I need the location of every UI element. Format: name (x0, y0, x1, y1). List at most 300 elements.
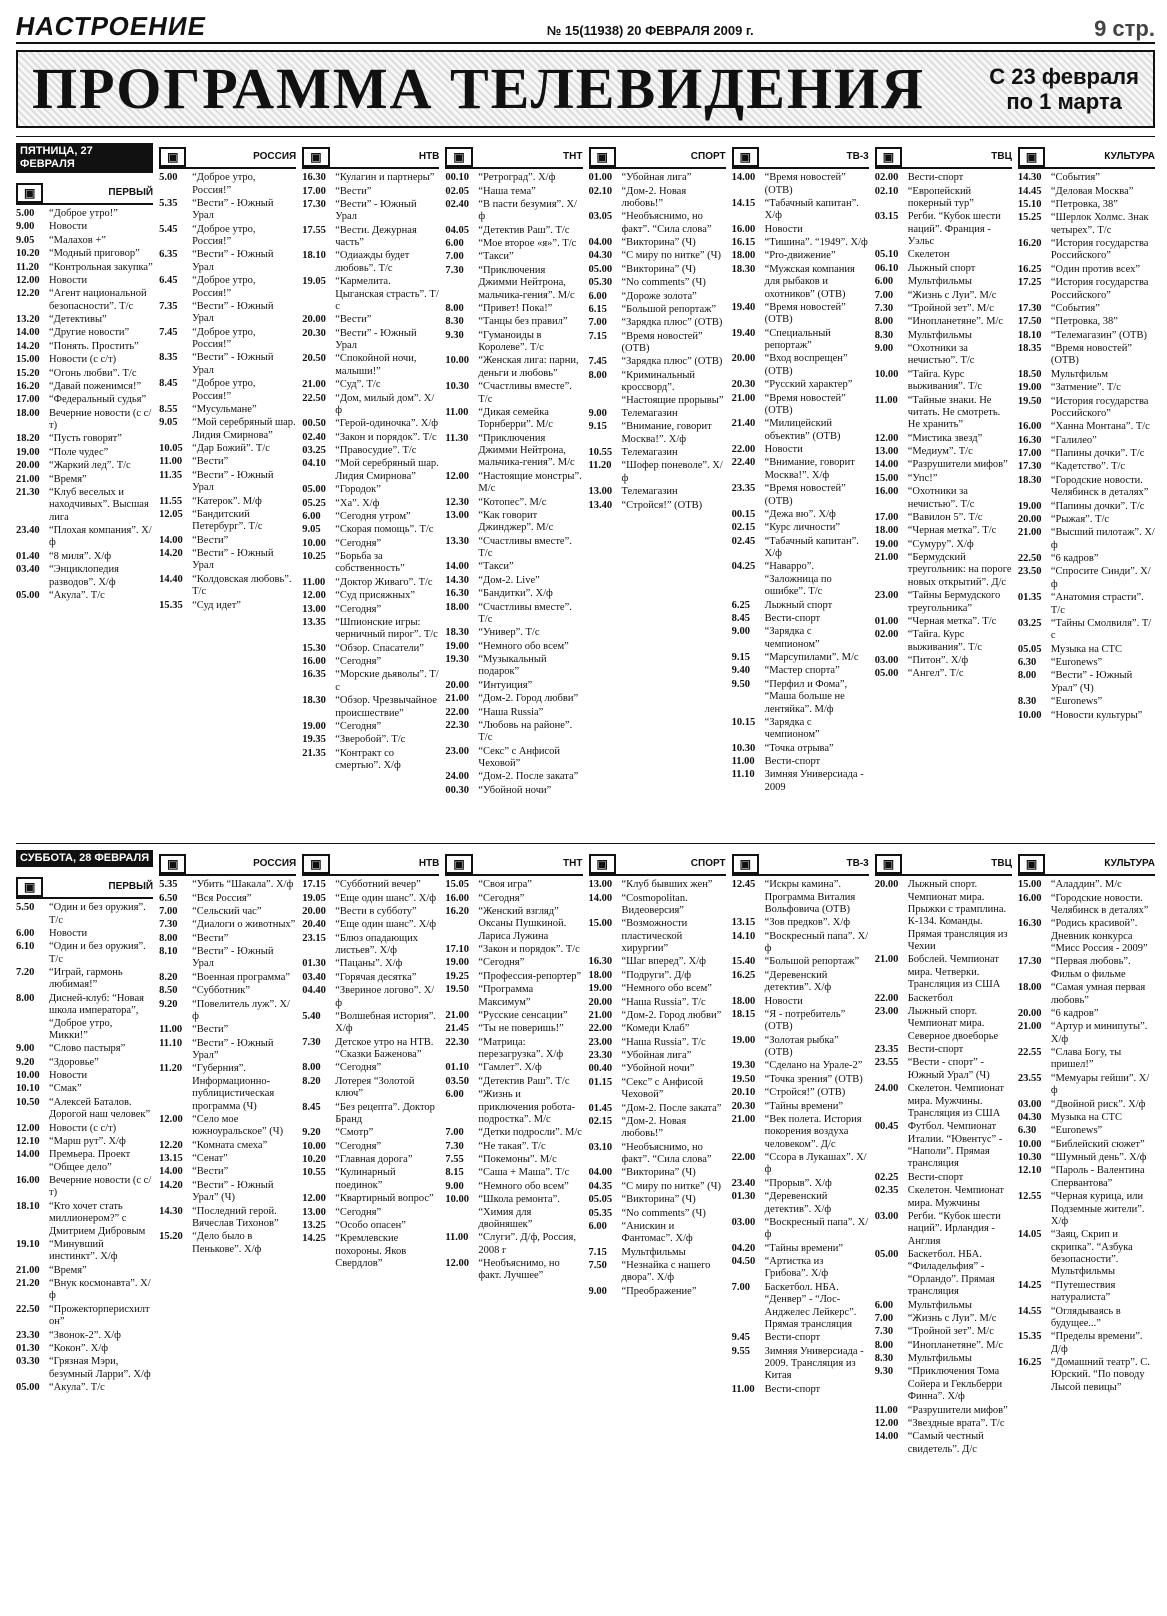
schedule-column (875, 143, 1012, 833)
program-item (159, 906, 296, 918)
program-title: “Здоровье” (49, 1056, 99, 1068)
program-time: 22.00 (445, 706, 469, 718)
program-title: “Вести” - Южный Урал (192, 249, 274, 273)
program-item (732, 1217, 869, 1242)
program-item (445, 251, 582, 263)
program-item (16, 381, 153, 393)
program-time: 10.30 (1017, 1152, 1042, 1164)
program-title: “Инопланетяне”. М/с (907, 1339, 1004, 1351)
program-item (445, 1089, 582, 1126)
program-time: 21.00 (16, 473, 40, 485)
program-title: Лыжный спорт. Чемпионат мира. Прыжки с трамплина. К-134. Команды. Прямая трансляция из Чехии (907, 879, 1008, 953)
program-time: 19.00 (588, 983, 613, 995)
program-time: 5.45 (159, 223, 178, 235)
program-time: 11.00 (302, 576, 326, 588)
program-title: “Папины дочки”. Т/с (1050, 448, 1145, 460)
program-time: 11.55 (159, 495, 183, 507)
program-title: “Убойной ночи” (478, 784, 552, 796)
program-time: 21.00 (445, 1009, 469, 1021)
program-item (16, 941, 153, 966)
program-time: 06.10 (874, 262, 899, 274)
program-item (732, 1152, 869, 1177)
program-time: 9.00 (731, 626, 750, 638)
program-title: “Тайные знаки. Не читать. Не смотреть. Не хранить” (907, 394, 1001, 431)
program-title: “Шпионские игры: черничный пирог”. Т/с (335, 616, 438, 641)
channel-logo-icon: ▣ (302, 147, 329, 167)
program-item (875, 512, 1012, 524)
program-item (732, 1101, 869, 1113)
channel-header (732, 854, 869, 876)
program-time: 6.50 (159, 892, 178, 904)
program-item (732, 418, 869, 443)
friday-schedule (16, 136, 1155, 833)
program-item (16, 1382, 153, 1394)
program-time: 13.20 (16, 314, 40, 326)
program-time: 20.00 (1017, 1007, 1042, 1019)
program-title: “Время новостей” (ОТВ) (764, 483, 846, 507)
program-item (732, 353, 869, 378)
program-title: Вести-спорт (764, 1383, 821, 1395)
program-item (16, 1278, 153, 1303)
program-title: “Катерок”. М/ф (192, 495, 262, 507)
program-time: 9.15 (588, 421, 607, 433)
program-item (732, 1282, 869, 1332)
program-item (445, 879, 582, 891)
program-title: “Дороже золота” (621, 290, 697, 302)
program-title: “Пацаны”. Х/ф (335, 958, 403, 970)
program-time: 9.45 (731, 1332, 750, 1344)
program-title: “Сегодня” (335, 1206, 382, 1218)
program-title: Телемагазин (621, 447, 678, 459)
program-item (1018, 527, 1155, 552)
program-title: “Шофер поневоле”. Х/ф (621, 460, 723, 484)
page-title: ПРОГРАММА ТЕЛЕВИДЕНИЯ (32, 56, 925, 121)
program-title: “Дом-2. Город любви” (621, 1009, 722, 1021)
program-title: “Заяц, Скрип и скрипка”. “Азбука безопасности”. Мультфильмы (1050, 1229, 1133, 1278)
program-title: “Наварро”. “Заложница по ошибке”. Т/с (764, 561, 832, 598)
program-title: “Женский взгляд” Оксаны Пушкиной. Лариса Лужина (478, 905, 567, 942)
program-time: 9.00 (16, 1043, 35, 1055)
program-title: “Необъяснимо, но факт”. “Сила слова” (621, 211, 712, 235)
program-time: 15.30 (302, 642, 326, 654)
program-title: “Ты не поверишь!” (478, 1023, 564, 1035)
program-title: Баскетбол. НБА. “Денвер” - “Лос-Анджелес Лейкерс”. Прямая трансляция (764, 1281, 857, 1330)
program-time: 14.00 (874, 459, 899, 471)
program-title: “Вести в субботу” (335, 905, 417, 917)
program-title: “Одиажды будет любовь”. Т/с (335, 250, 410, 274)
program-item (589, 331, 726, 356)
program-title: “Медиум”. Т/с (907, 446, 973, 458)
program-time: 18.00 (588, 969, 613, 981)
program-item (302, 393, 439, 418)
program-time: 9.20 (159, 998, 178, 1010)
program-title: “Вести” - Южный Урал (192, 548, 274, 572)
program-title: “Зверобой”. Т/с (335, 734, 406, 746)
program-item (302, 1076, 439, 1101)
program-title: Новости (764, 444, 803, 456)
program-time: 18.00 (731, 995, 756, 1007)
program-title: Вести-спорт (907, 1171, 964, 1183)
program-item (589, 1142, 726, 1167)
program-title: Лыжный спорт. Чемпионат мира. Северное двоеборье (907, 1005, 999, 1042)
program-time: 19.30 (731, 1060, 756, 1072)
program-title: “Жизнь с Луи”. М/с (907, 289, 997, 301)
program-time: 17.00 (874, 511, 899, 523)
program-item (445, 561, 582, 573)
program-title: “Ссора в Лукашах”. Х/ф (764, 1152, 867, 1176)
channel-logo-icon: ▣ (589, 854, 616, 874)
program-item (16, 447, 153, 459)
program-time: 7.35 (159, 300, 178, 312)
program-title: “Я - потребитель” (ОТВ) (764, 1008, 846, 1033)
program-time: 16.00 (445, 892, 469, 904)
program-time: 05.05 (1017, 643, 1042, 655)
program-title: “Дом-2. После заката” (478, 771, 579, 783)
program-time: 11.00 (445, 406, 469, 418)
program-title: Регби. “Кубок шести наций”. Франция - Уэльс (907, 211, 1001, 248)
program-time: 18.00 (16, 407, 40, 419)
program-time: 16.30 (445, 588, 469, 600)
program-title: “Жаркий лед”. Т/с (49, 460, 131, 472)
program-item (732, 613, 869, 625)
program-title: “Настоящие монстры”. М/с (478, 470, 582, 495)
program-item (159, 224, 296, 249)
program-time: 12.00 (302, 590, 326, 602)
program-title: “Звериное логово”. Х/ф (335, 985, 435, 1009)
program-title: Баскетбол (907, 992, 953, 1004)
program-time: 7.00 (159, 905, 178, 917)
program-item (16, 262, 153, 274)
program-time: 10.05 (159, 443, 183, 455)
program-time: 12.00 (445, 1258, 469, 1270)
program-time: 7.45 (588, 356, 607, 368)
program-time: 14.25 (302, 1233, 326, 1245)
program-time: 17.10 (445, 944, 469, 956)
program-item (589, 1116, 726, 1141)
program-title: “Тайга. Курс выживания”. Т/с (907, 629, 983, 653)
program-item (875, 1121, 1012, 1171)
program-time: 22.30 (445, 719, 469, 731)
program-time: 15.40 (731, 956, 756, 968)
program-item (302, 1154, 439, 1166)
program-time: 18.30 (445, 627, 469, 639)
program-title: “Pro-движение” (764, 250, 836, 262)
program-item (445, 627, 582, 639)
program-item (302, 1193, 439, 1205)
program-item (1018, 1073, 1155, 1098)
program-time: 23.50 (1017, 566, 1042, 578)
program-item (1018, 330, 1155, 342)
program-title: “Бандитки”. Х/ф (478, 588, 553, 600)
program-time: 7.15 (588, 330, 607, 342)
program-title: “Дом-2. Live” (478, 574, 540, 586)
channel-logo-icon: ▣ (732, 147, 759, 167)
program-item (732, 264, 869, 301)
program-item (16, 551, 153, 563)
program-title: “Вести” (192, 1166, 229, 1178)
program-time: 9.55 (731, 1345, 750, 1357)
program-title: “Время новостей” (ОТВ) (1050, 343, 1133, 367)
program-title: “Мусульмане” (192, 403, 257, 415)
program-title: “В пасти безумия”. Х/ф (478, 198, 577, 223)
program-item (1018, 879, 1155, 891)
program-item (589, 500, 726, 512)
program-time: 17.15 (302, 879, 326, 891)
program-time: 13.40 (588, 499, 613, 511)
program-item (875, 330, 1012, 342)
program-title: “Закон и порядок”. Т/с (335, 431, 437, 443)
program-title: “Папины дочки”. Т/с (1050, 500, 1145, 512)
channel-name: КУЛЬТУРА (1104, 151, 1155, 163)
program-title: “Другие новости” (49, 327, 130, 339)
program-item (1018, 461, 1155, 473)
program-time: 7.50 (588, 1260, 607, 1272)
program-time: 20.00 (302, 314, 326, 326)
program-time: 17.25 (1017, 277, 1042, 289)
program-title: Футбол. Чемпионат Италии. “Ювентус” - “Наполи”. Прямая трансляция (907, 1121, 1003, 1170)
program-item (302, 418, 439, 430)
program-time: 6.00 (588, 290, 607, 302)
program-item (159, 548, 296, 573)
channel-name: ТВ-3 (846, 858, 869, 870)
program-item (302, 906, 439, 918)
program-item (445, 265, 582, 302)
program-item (732, 198, 869, 223)
program-time: 12.05 (159, 508, 183, 520)
program-item (1018, 172, 1155, 184)
program-time: 7.00 (874, 1312, 894, 1324)
program-item (875, 369, 1012, 394)
program-time: 01.30 (731, 1191, 756, 1203)
program-item (445, 1258, 582, 1283)
program-item (1018, 448, 1155, 460)
program-time: 20.00 (588, 996, 613, 1008)
program-item (16, 1043, 153, 1055)
channel-logo-icon: ▣ (159, 147, 186, 167)
program-item (445, 497, 582, 509)
program-time: 05.10 (874, 249, 899, 261)
program-time: 04.10 (302, 458, 326, 470)
program-title: “Дар Божий”. Т/с (192, 443, 270, 455)
program-time: 22.50 (16, 1303, 40, 1315)
program-time: 6.45 (159, 275, 178, 287)
program-title: “Дежа вю”. Х/ф (764, 508, 836, 520)
program-item (159, 1063, 296, 1113)
schedule-column (302, 143, 439, 833)
program-item (589, 1208, 726, 1220)
program-item (875, 211, 1012, 248)
program-item (1018, 435, 1155, 447)
program-title: “Зарядка плюс” (ОТВ) (621, 317, 723, 329)
program-time: 8.00 (159, 932, 178, 944)
program-title: “Дом-2. Новая любовь!” (621, 1115, 687, 1140)
program-title: “Доброе утро, Россия!” (192, 223, 256, 248)
channel-name: ТНТ (563, 858, 583, 870)
program-title: Детское утро на НТВ. “Сказки Баженова” (335, 1036, 434, 1061)
program-title: “Черная курица, или Подземные жители”. Х/ф (1050, 1191, 1145, 1227)
program-item (1018, 1139, 1155, 1151)
program-title: “Вести” - Южный Урал (192, 300, 274, 325)
program-time: 7.00 (731, 1281, 750, 1293)
program-time: 19.40 (731, 327, 756, 339)
program-item (302, 276, 439, 313)
program-title: “Преображение” (621, 1285, 697, 1297)
program-time: 02.35 (874, 1185, 899, 1197)
program-item (16, 487, 153, 524)
program-item (302, 721, 439, 733)
program-title: “Мистика звезд” (907, 432, 983, 444)
program-item (1018, 303, 1155, 315)
program-title: “Euronews” (1050, 696, 1103, 708)
program-item (302, 1037, 439, 1062)
program-title: “Детективы” (49, 314, 107, 326)
program-item (875, 1405, 1012, 1417)
program-item (302, 1102, 439, 1127)
program-title: “События” (1050, 302, 1100, 314)
program-time: 14.30 (159, 1205, 183, 1217)
program-title: “Привет! Пока!” (478, 302, 553, 314)
program-item (732, 1035, 869, 1060)
program-time: 9.00 (874, 343, 894, 355)
program-title: “Обзор. Чрезвычайное происшествие” (335, 695, 437, 719)
program-item (16, 433, 153, 445)
program-time: 15.10 (1017, 198, 1042, 210)
program-title: “Играй, гармонь любимая!” (49, 967, 123, 991)
program-title: “Вести” - Южный Урал (335, 198, 417, 223)
program-title: “Село мое южноуральское” (Ч) (192, 1113, 284, 1138)
program-title: “Секс” с Анфисой Чеховой” (478, 745, 561, 770)
program-time: 8.30 (445, 316, 464, 328)
program-item (445, 1167, 582, 1179)
program-item (302, 524, 439, 536)
program-item (875, 1044, 1012, 1056)
program-title: Новости (764, 995, 803, 1007)
day-heading: ПЯТНИЦА, 27 ФЕВРАЛЯ (16, 143, 153, 173)
program-item (159, 999, 296, 1024)
program-item (159, 470, 296, 495)
program-title: “Викторина” (Ч) (621, 1194, 696, 1206)
program-title: “Комеди Клаб” (621, 1023, 690, 1035)
program-time: 17.30 (302, 198, 326, 210)
program-title: “Большой репортаж” (621, 303, 717, 315)
program-time: 05.35 (588, 1207, 613, 1219)
program-item (16, 1123, 153, 1135)
program-title: “Убить “Шакала”. Х/ф (192, 879, 294, 891)
program-title: “Приключения Джимми Нейтрона, мальчика-гения”. М/с (478, 264, 575, 301)
program-title: “Наша Russia”. Т/с (621, 996, 706, 1008)
program-title: “Деловая Москва” (1050, 185, 1134, 197)
schedule-column (445, 143, 582, 833)
program-time: 9.50 (731, 678, 750, 690)
program-item (159, 172, 296, 197)
program-time: 03.00 (731, 1216, 756, 1228)
program-item (302, 748, 439, 773)
program-time: 01.45 (588, 1102, 613, 1114)
program-time: 21.00 (874, 552, 899, 564)
channel-logo-icon: ▣ (302, 854, 329, 874)
program-time: 8.50 (159, 985, 178, 997)
date-range (989, 64, 1139, 115)
program-item (16, 208, 153, 220)
program-time: 02.15 (731, 522, 756, 534)
program-title: “Тайны Смолвиля”. Т/с (1050, 617, 1152, 642)
program-time: 21.00 (731, 1113, 756, 1125)
program-title: “Последний герой. Вячеслав Тихонов” (192, 1205, 279, 1229)
channel-logo-icon: ▣ (445, 854, 472, 874)
program-time: 21.00 (1017, 527, 1042, 539)
program-title: “Сегодня” (335, 1140, 382, 1152)
program-item (875, 552, 1012, 589)
program-item (1018, 982, 1155, 1007)
program-item (445, 971, 582, 983)
program-item (302, 484, 439, 496)
program-time: 04.05 (445, 224, 469, 236)
program-title: “Детки подросли”. М/с (478, 1127, 582, 1139)
program-item (445, 707, 582, 719)
program-time: 9.20 (302, 1127, 321, 1139)
program-item (732, 879, 869, 916)
program-title: “Мемуары гейши”. Х/ф (1050, 1072, 1150, 1097)
program-time: 10.30 (445, 381, 469, 393)
program-item (445, 1232, 582, 1257)
program-time: 03.05 (588, 211, 613, 223)
program-item (875, 263, 1012, 275)
program-time: 18.35 (1017, 343, 1042, 355)
program-title: Мультфильмы (907, 1299, 972, 1311)
program-title: “Необъяснимо, но факт. Лучшее” (478, 1258, 560, 1282)
program-time: 05.00 (16, 589, 40, 601)
program-title: “Танцы без правил” (478, 316, 568, 328)
program-item (875, 172, 1012, 184)
program-item (589, 970, 726, 982)
channel-header (159, 854, 296, 876)
program-item (732, 1009, 869, 1034)
program-title: “Специальный репортаж” (764, 327, 831, 352)
program-title: “Вести” - Южный Урал (192, 946, 274, 970)
program-item (875, 1006, 1012, 1043)
program-item (302, 656, 439, 668)
program-time: 22.50 (302, 392, 326, 404)
program-item (16, 235, 153, 247)
program-item (875, 1057, 1012, 1082)
program-title: “Смотр” (335, 1127, 374, 1139)
program-title: “Время” (49, 473, 87, 485)
program-item (732, 1256, 869, 1281)
program-title: “Рыжая”. Т/с (1050, 513, 1110, 525)
program-item (732, 457, 869, 482)
program-item (589, 172, 726, 184)
program-item (159, 972, 296, 984)
program-title: “Клуб бывших жен” (621, 879, 713, 891)
program-time: 6.00 (302, 510, 321, 522)
program-title: “Самая умная первая любовь” (1050, 982, 1146, 1006)
program-item (159, 1140, 296, 1152)
program-time: 24.00 (445, 771, 469, 783)
program-time: 02.10 (588, 185, 613, 197)
program-item (589, 277, 726, 289)
program-item (589, 893, 726, 918)
program-title: “Борьба за собственность” (335, 551, 405, 575)
program-title: “Инопланетяне”. М/с (907, 316, 1004, 328)
program-time: 02.15 (588, 1115, 613, 1127)
program-time: 04.00 (588, 237, 613, 249)
channel-logo-icon: ▣ (16, 183, 43, 203)
program-title: “Городские новости. Челябинск в деталях” (1050, 892, 1149, 916)
program-item (732, 1114, 869, 1151)
program-title: “Понять. Простить” (49, 340, 139, 352)
program-title: “Родись красивой”. Дневник конкурса “Мисс Россия - 2009” (1050, 918, 1148, 955)
program-time: 23.15 (302, 932, 326, 944)
